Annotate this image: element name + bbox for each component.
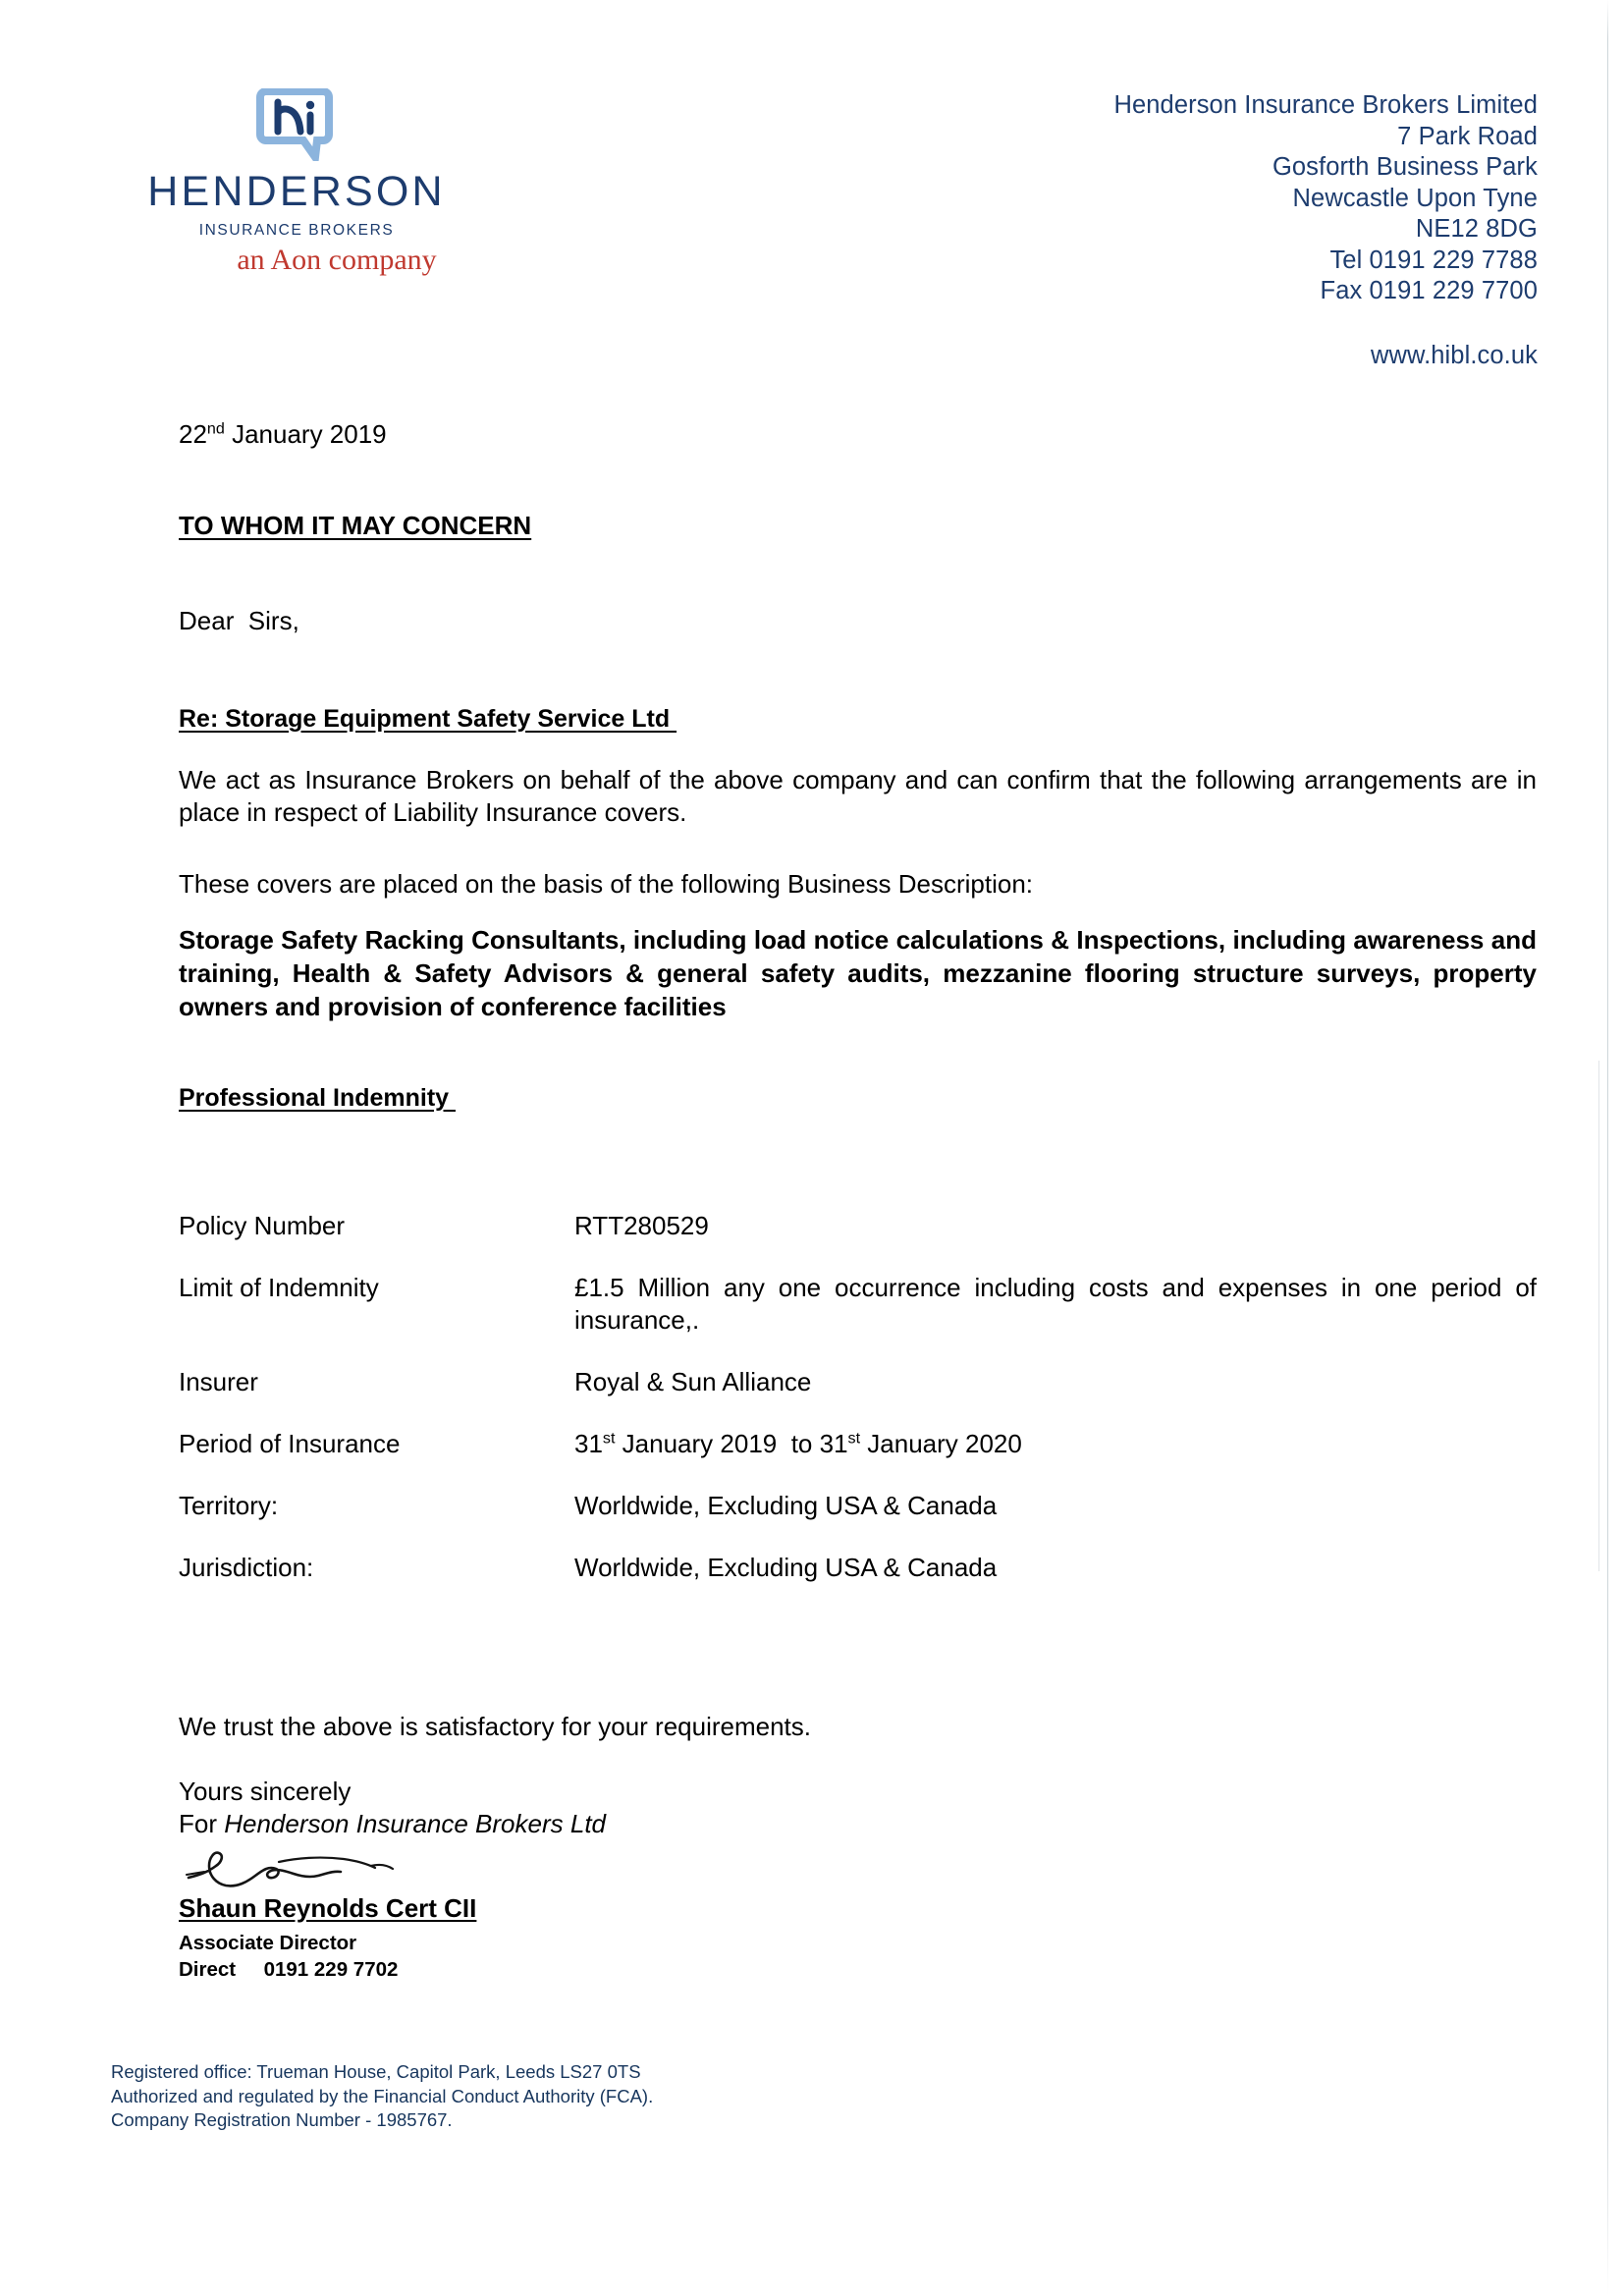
letter-date-day: 22 [179,419,207,449]
company-website-link[interactable]: www.hibl.co.uk [1370,341,1538,369]
period-from-ordinal: st [602,1429,616,1448]
period-from-rest: January 2019 [615,1429,785,1458]
period-to-rest: January 2020 [860,1429,1022,1458]
letter-closing-line: We trust the above is satisfactory for your requirements. [179,1712,812,1741]
sign-off-for-prefix: For [179,1809,225,1838]
letter-sign-off [179,1776,606,1840]
detail-value: Worldwide, Excluding USA & Canada [574,1553,998,1582]
henderson-hi-speech-bubble-logo [256,88,333,161]
detail-label: Limit of Indemnity [179,1273,379,1302]
table-row [179,1490,1537,1522]
detail-label: Territory: [179,1491,279,1520]
address-telephone: Tel 0191 229 7788 [1329,246,1538,274]
section-heading-professional-indemnity: Professional Indemnity [179,1084,457,1112]
letter-paragraph-2: These covers are placed on the basis of the following Business Description: [179,869,1034,899]
footer-company-number: Company Registration Number - 1985767. [111,2109,453,2130]
detail-label: Insurer [179,1367,258,1396]
legal-footer [111,2060,653,2133]
sign-off-line: Yours sincerely [179,1777,352,1806]
letter-date-ordinal: nd [206,419,225,438]
footer-registered-office: Registered office: Trueman House, Capitol Park, Leeds LS27 0TS [111,2061,641,2082]
period-joiner: to [784,1429,820,1458]
period-to-day: 31 [819,1429,848,1458]
signer-direct-line [179,1957,398,1983]
address-street: 7 Park Road [1397,122,1538,150]
letter-addressee: TO WHOM IT MAY CONCERN [179,511,532,540]
company-logo [108,88,481,276]
table-row [179,1366,1537,1398]
detail-label: Period of Insurance [179,1429,401,1458]
address-company: Henderson Insurance Brokers Limited [1113,91,1538,119]
handwritten-signature [179,1842,503,1893]
detail-label: Jurisdiction: [179,1553,314,1582]
sign-off-firm-name: Henderson Insurance Brokers Ltd [224,1809,607,1838]
logo-wordmark: HENDERSON [147,168,446,215]
letter-date [179,419,387,450]
signer-title: Associate Director [179,1932,357,1954]
scan-edge-artifact [1607,0,1608,2296]
period-from-day: 31 [574,1429,603,1458]
signer-name: Shaun Reynolds Cert CII [179,1893,477,1923]
detail-value-period [574,1428,1537,1460]
company-address-block [1113,90,1538,371]
address-fax: Fax 0191 229 7700 [1320,277,1538,304]
signer-direct-number: 0191 229 7702 [263,1958,399,1981]
detail-value: Royal & Sun Alliance [574,1367,812,1396]
address-city: Newcastle Upon Tyne [1292,184,1538,212]
scan-edge-artifact-secondary [1598,1061,1599,1571]
policy-details-table [179,1210,1544,1613]
detail-label: Policy Number [179,1211,346,1240]
address-business-park: Gosforth Business Park [1272,153,1538,181]
letter-subject: Re: Storage Equipment Safety Service Ltd [179,705,677,733]
detail-value: RTT280529 [574,1211,709,1240]
sign-off-for-line [179,1808,606,1840]
table-row [179,1428,1537,1460]
period-to-ordinal: st [847,1429,861,1448]
table-row [179,1272,1544,1337]
letter-paragraph-1: We act as Insurance Brokers on behalf of the above company and can confirm that the following arrangements are in place in respect of Liability Insurance covers. [179,765,1537,827]
table-row [179,1210,1537,1242]
business-description: Storage Safety Racking Consultants, including load notice calculations & Inspections, including awareness and training, Health & Safety Advisors & general safety audits, mezzanine flooring structure surveys, property owners and provision of conference facilities [179,925,1537,1021]
table-row [179,1552,1537,1584]
logo-subtitle: INSURANCE BROKERS [198,222,395,239]
logo-aon-tagline: an Aon company [237,244,437,276]
signer-direct-label: Direct [179,1958,237,1981]
detail-value: £1.5 Million any one occurrence including costs and expenses in one period of insurance,. [574,1273,1544,1335]
detail-value: Worldwide, Excluding USA & Canada [574,1491,998,1520]
address-postcode: NE12 8DG [1415,215,1538,243]
letter-salutation: Dear Sirs, [179,606,299,635]
footer-regulator: Authorized and regulated by the Financial Conduct Authority (FCA). [111,2085,654,2106]
letter-date-rest: January 2019 [224,419,387,449]
